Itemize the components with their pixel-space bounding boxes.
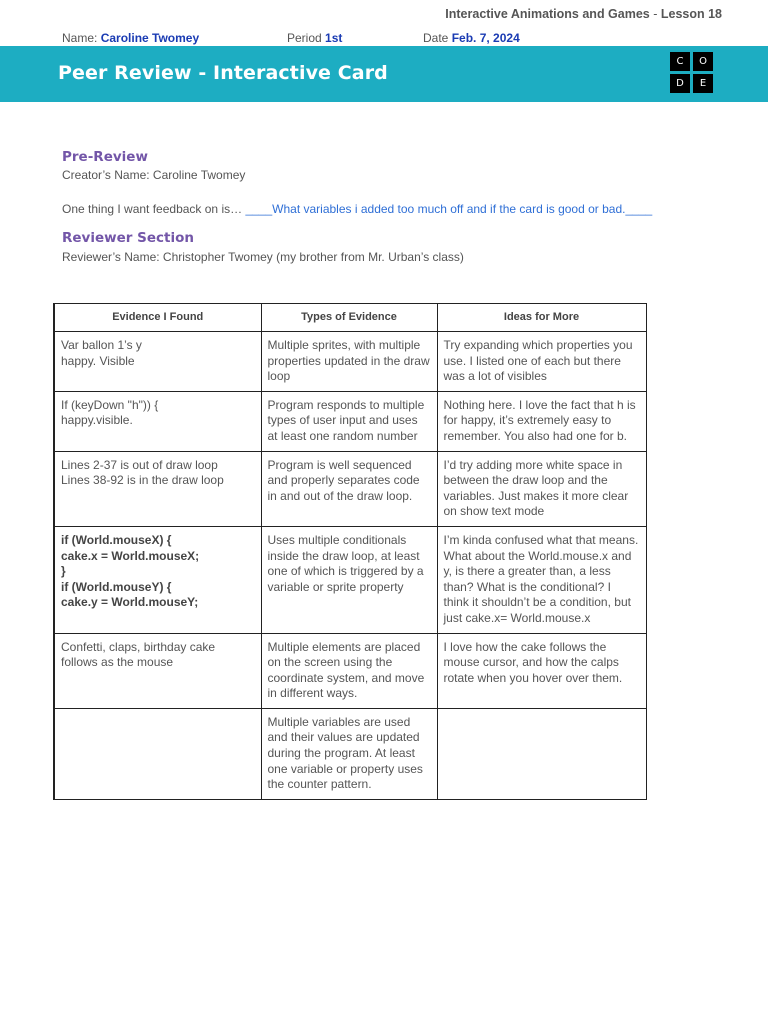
feedback-request-line — [62, 202, 652, 216]
header-evidence: Evidence I Found — [54, 304, 261, 332]
pre-review-heading: Pre-Review — [62, 149, 148, 165]
evidence-cell: Lines 2-37 is out of draw loop Lines 38-92 is in the draw loop — [54, 451, 261, 526]
table-row — [54, 708, 646, 799]
name-label: Name: — [62, 31, 98, 45]
ideas-cell: Nothing here. I love the fact that h is for happy, it’s extremely easy to remember. You also had one for b. — [437, 391, 646, 451]
date-field — [423, 31, 520, 45]
date-value: Feb. 7, 2024 — [451, 31, 520, 45]
type-cell: Multiple elements are placed on the screen using the coordinate system, and move in different ways. — [261, 633, 437, 708]
feedback-answer: ____What variables i added too much off and if the card is good or bad.____ — [245, 202, 653, 216]
logo-letter: D — [670, 74, 690, 93]
table-header-row — [54, 304, 646, 332]
type-cell: Uses multiple conditionals inside the draw loop, at least one of which is triggered by a variable or sprite property — [261, 526, 437, 633]
student-info-row — [62, 31, 702, 47]
header-types: Types of Evidence — [261, 304, 437, 332]
type-cell: Program is well sequenced and properly separates code in and out of the draw loop. — [261, 451, 437, 526]
type-cell: Multiple sprites, with multiple properties updated in the draw loop — [261, 332, 437, 392]
evidence-cell — [54, 708, 261, 799]
evidence-cell: Confetti, claps, birthday cake follows as the mouse — [54, 633, 261, 708]
table-row — [54, 633, 646, 708]
review-table — [53, 303, 647, 800]
period-field — [287, 31, 342, 45]
period-label: Period — [287, 31, 322, 45]
ideas-cell: I love how the cake follows the mouse cursor, and how the calps rotate when you hover over them. — [437, 633, 646, 708]
evidence-cell: If (keyDown "h")) { happy.visible. — [54, 391, 261, 451]
ideas-cell: I’m kinda confused what that means. What about the World.mouse.x and y, is there a greater than, a less than? What is the conditional? I think it shouldn’t be a condition, but just cake.x= World.mouse.x — [437, 526, 646, 633]
reviewer-heading: Reviewer Section — [62, 230, 194, 246]
period-value: 1st — [325, 31, 343, 45]
creator-name-line: Creator’s Name: Caroline Twomey — [62, 168, 246, 182]
course-title: Interactive Animations and Games — [445, 7, 650, 21]
logo-letter: E — [693, 74, 713, 93]
evidence-cell: Var ballon 1’s y happy. Visible — [54, 332, 261, 392]
type-cell: Program responds to multiple types of user input and uses at least one random number — [261, 391, 437, 451]
ideas-cell: I’d try adding more white space in between the draw loop and the variables. Just makes it more clear on show text mode — [437, 451, 646, 526]
feedback-prefix: One thing I want feedback on is… — [62, 202, 246, 216]
page-title: Peer Review - Interactive Card — [58, 62, 388, 84]
title-banner — [0, 46, 768, 102]
table-row — [54, 451, 646, 526]
lesson-line — [445, 7, 722, 21]
logo-letter: C — [670, 52, 690, 71]
logo-letter: O — [693, 52, 713, 71]
table-row — [54, 526, 646, 633]
ideas-cell — [437, 708, 646, 799]
date-label: Date — [423, 31, 449, 45]
table-row — [54, 332, 646, 392]
ideas-cell: Try expanding which properties you use. I listed one of each but there was a lot of visibles — [437, 332, 646, 392]
header-ideas: Ideas for More — [437, 304, 646, 332]
lesson-separator: - — [649, 7, 661, 21]
lesson-number: Lesson 18 — [660, 7, 722, 21]
table-row — [54, 391, 646, 451]
evidence-cell: if (World.mouseX) { cake.x = World.mouseX; } if (World.mouseY) { cake.y = World.mouseY; — [54, 526, 261, 633]
code-logo — [670, 52, 717, 96]
type-cell: Multiple variables are used and their values are updated during the program. At least one variable or property uses the counter pattern. — [261, 708, 437, 799]
name-value: Caroline Twomey — [100, 31, 200, 45]
reviewer-name-line: Reviewer’s Name: Christopher Twomey (my brother from Mr. Urban’s class) — [62, 250, 464, 264]
name-field — [62, 31, 199, 45]
